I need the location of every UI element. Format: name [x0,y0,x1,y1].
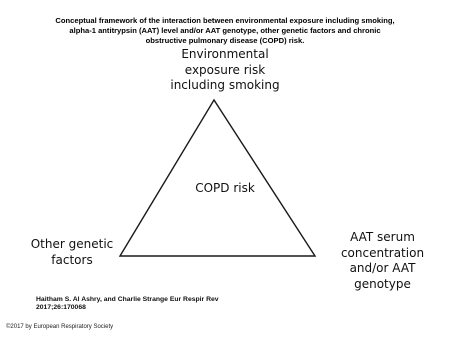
environmental-exposure-line-2: exposure risk [184,62,266,77]
citation [36,296,219,313]
citation-line-1: Haitham S. Al Ashry, and Charlie Strange Eur Respir Rev [36,296,219,303]
title-line-2: alpha-1 antitrypsin (AAT) level and/or AAT genotype, other genetic factors and chronic [69,26,381,35]
aat-serum-line-3: and/or AAT [349,261,416,275]
title-line-3: obstructive pulmonary disease (COPD) risk. [145,36,305,45]
copd-risk-node [175,181,275,197]
copd-risk-label: COPD risk [195,181,255,195]
aat-serum-line-2: concentration [340,245,425,260]
title-line-1: Conceptual framework of the interaction between environmental exposure including smoking, [55,16,395,25]
aat-serum-node [330,230,435,292]
copyright-notice: ©2017 by European Respiratory Society [6,324,114,330]
other-genetic-line-2: factors [51,252,93,267]
aat-serum-line-4: genotype [354,276,411,291]
triangle-outline [120,100,315,256]
other-genetic-factors-node [22,237,122,268]
environmental-exposure-line-3: including smoking [170,78,280,92]
environmental-exposure-line-1: Environmental [181,47,269,61]
aat-serum-line-1: AAT serum [350,230,415,244]
environmental-exposure-node [160,47,290,94]
other-genetic-line-1: Other genetic [30,237,114,251]
citation-line-2: 2017;26:170068 [36,304,86,312]
